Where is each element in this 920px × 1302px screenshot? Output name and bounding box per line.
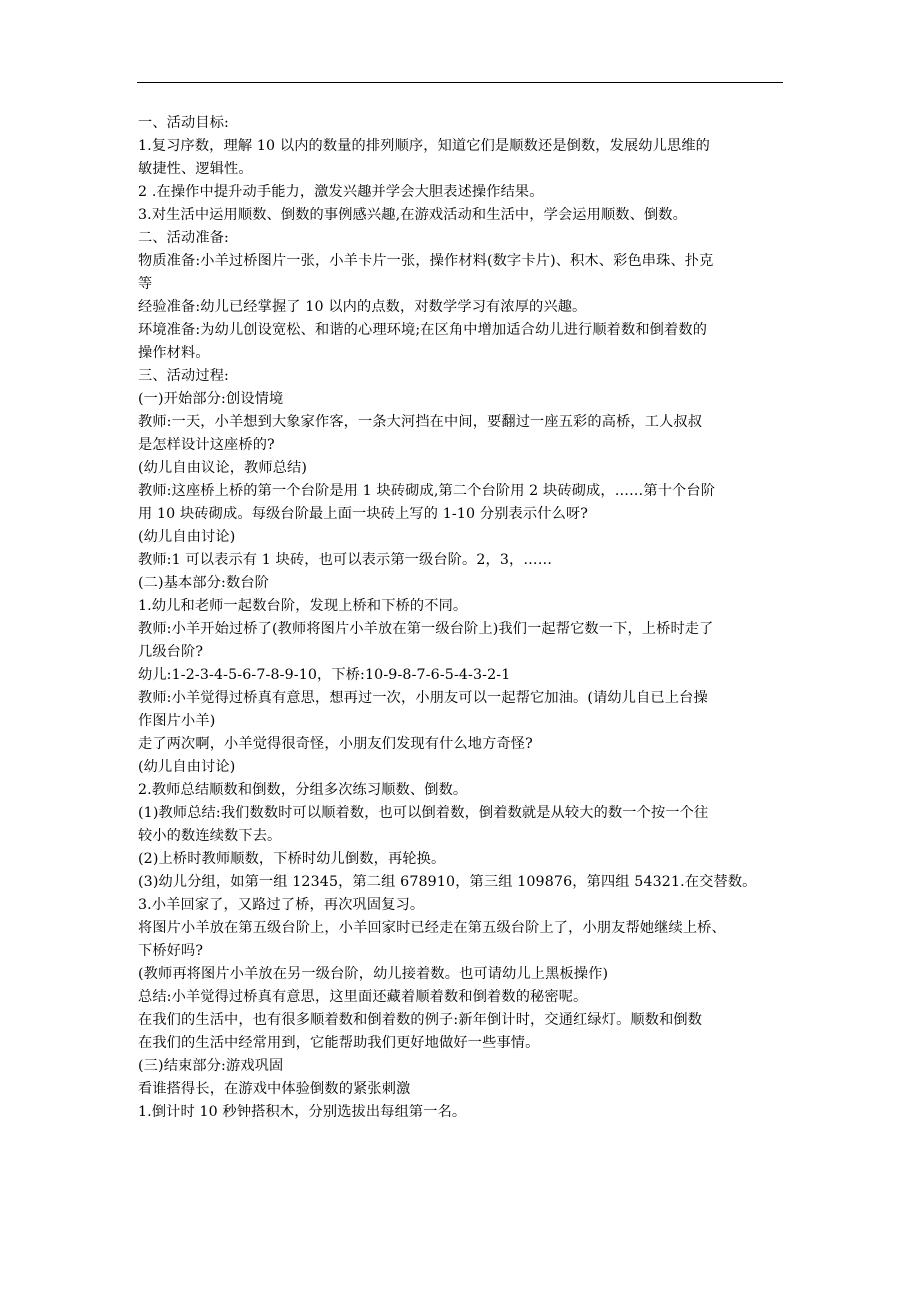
document-line: (2)上桥时教师顺数，下桥时幼儿倒数，再轮换。 [138,851,446,867]
document-line: (教师再将图片小羊放在另一级台阶，幼儿接着数。也可请幼儿上黑板操作) [138,966,609,982]
document-line: (一)开始部分:创设情境 [138,391,284,407]
document-line: 敏捷性、逻辑性。 [138,161,253,177]
document-line: 经验准备:幼儿已经掌握了 10 以内的点数，对数学学习有浓厚的兴趣。 [138,299,587,315]
document-line: 3.对生活中运用顺数、倒数的事例感兴趣,在游戏活动和生活中，学会运用顺数、倒数。 [138,207,687,223]
document-line: 2 .在操作中提升动手能力，激发兴趣并学会大胆表述操作结果。 [138,184,544,200]
document-line: 物质准备:小羊过桥图片一张，小羊卡片一张，操作材料(数字卡片)、积木、彩色串珠、扑克 [138,253,714,269]
document-line: 一、活动目标: [138,115,229,131]
document-line: (3)幼儿分组，如第一组 12345，第二组 678910，第三组 109876，第四组 54321.在交替数。 [138,874,757,890]
document-line: 三、活动过程: [138,368,229,384]
document-line: 是怎样设计这座桥的? [138,437,275,453]
document-line: 用 10 块砖砌成。每级台阶最上面一块砖上写的 1-10 分别表示什么呀? [138,506,588,522]
document-line: 3.小羊回家了，又路过了桥，再次巩固复习。 [138,897,425,913]
document-line: 1.倒计时 10 秒钟搭积木，分别选拔出每组第一名。 [138,1104,467,1120]
document-line: (幼儿自由讨论) [138,759,236,775]
document-body [138,112,786,1124]
document-line: 1.复习序数，理解 10 以内的数量的排列顺序，知道它们是顺数还是倒数，发展幼儿思维的 [138,138,710,154]
document-line: (1)教师总结:我们数数时可以顺着数，也可以倒着数，倒着数就是从较大的数一个按一个往 [138,805,709,821]
document-line: 在我们的生活中，也有很多顺着数和倒着数的例子:新年倒计时，交通红绿灯。顺数和倒数 [138,1012,703,1028]
header-rule [137,82,783,83]
document-line: 走了两次啊，小羊觉得很奇怪，小朋友们发现有什么地方奇怪? [138,736,533,752]
document-line: 总结:小羊觉得过桥真有意思，这里面还藏着顺着数和倒着数的秘密呢。 [138,989,588,1005]
document-line: 二、活动准备: [138,230,229,246]
document-line: 教师:小羊觉得过桥真有意思，想再过一次，小朋友可以一起帮它加油。(请幼儿自已上台操 [138,690,708,706]
document-line: 较小的数连续数下去。 [138,828,282,844]
document-line: 教师:这座桥上桥的第一个台阶是用 1 块砖砌成,第二个台阶用 2 块砖砌成，……第十个台阶 [138,483,716,499]
document-line: 教师:一天，小羊想到大象家作客，一条大河挡在中间，要翻过一座五彩的高桥，工人叔叔 [138,414,703,430]
document-line: 将图片小羊放在第五级台阶上，小羊回家时已经走在第五级台阶上了，小朋友帮她继续上桥、 [138,920,726,936]
document-line: 1.幼儿和老师一起数台阶，发现上桥和下桥的不同。 [138,598,468,614]
document-line: (二)基本部分:数台阶 [138,575,270,591]
document-line: 几级台阶? [138,644,204,660]
document-line: 作图片小羊) [138,713,216,729]
document-line: 环境准备:为幼儿创设宽松、和谐的心理环境;在区角中增加适合幼儿进行顺着数和倒着数的 [138,322,708,338]
document-line: 2.教师总结顺数和倒数，分组多次练习顺数、倒数。 [138,782,468,798]
document-line: 教师:小羊开始过桥了(教师将图片小羊放在第一级台阶上)我们一起帮它数一下，上桥时走了 [138,621,714,637]
document-line: 教师:1 可以表示有 1 块砖，也可以表示第一级台阶。2，3，…… [138,552,553,568]
document-line: (幼儿自由议论，教师总结) [138,460,308,476]
document-line: 幼儿:1-2-3-4-5-6-7-8-9-10，下桥:10-9-8-7-6-5-4-3-2-1 [138,667,511,683]
document-line: 操作材料。 [138,345,210,361]
document-line: 看谁搭得长，在游戏中体验倒数的紧张刺激 [138,1081,411,1097]
document-line: 下桥好吗? [138,943,204,959]
document-line: (幼儿自由讨论) [138,529,236,545]
document-line: 在我们的生活中经常用到，它能帮助我们更好地做好一些事情。 [138,1035,540,1051]
document-line: 等 [138,276,153,292]
document-line: (三)结束部分:游戏巩固 [138,1058,284,1074]
